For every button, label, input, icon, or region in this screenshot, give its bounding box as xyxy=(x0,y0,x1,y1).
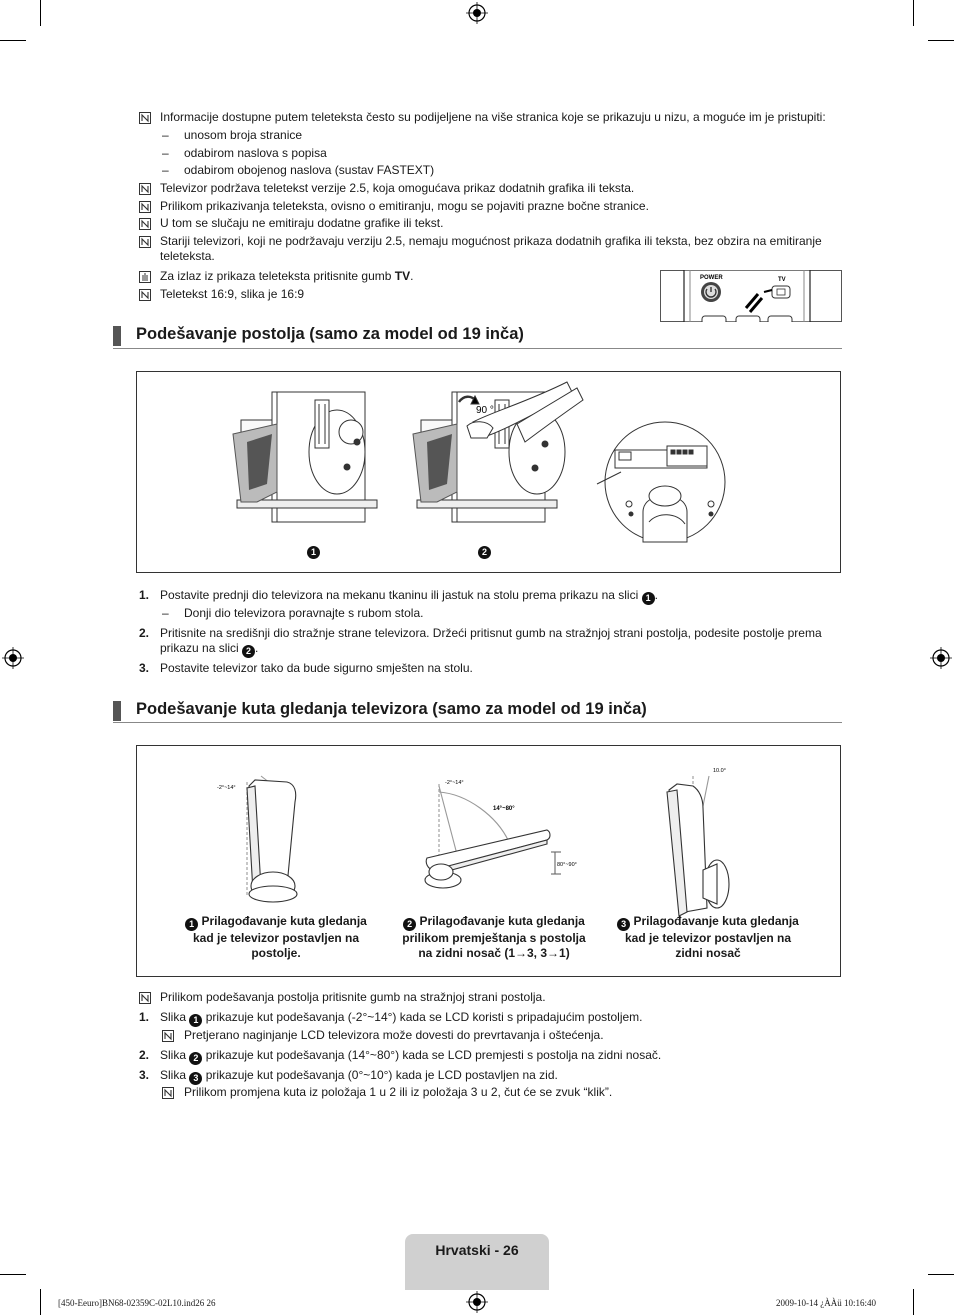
note-text: Televizor podržava teletekst verzije 2.5, koja omogućava prikaz dodatnih grafika ili teksta. xyxy=(160,181,635,195)
caption-text: Prilagođavanje kuta gledanja xyxy=(633,914,799,928)
figure-marker xyxy=(478,542,491,559)
page-number-label: Hrvatski - 26 xyxy=(435,1242,519,1258)
step-text-part: prikazuje kut podešavanja (-2°~14°) kada se LCD koristi s pripadajućim postoljem. xyxy=(205,1010,643,1024)
note-text: Prilikom promjena kuta iz položaja 1 u 2 ili iz položaja 3 u 2, čut će se zvuk “klik”. xyxy=(184,1085,613,1099)
print-slug-left: [450-Eeuro]BN68-02359C-02L10.ind26 26 xyxy=(58,1298,216,1308)
crop-mark xyxy=(40,0,41,26)
step-number: 2. xyxy=(139,1048,150,1062)
step-text-part: Slika xyxy=(160,1010,187,1024)
crop-mark xyxy=(913,0,914,26)
figure-number-circle: 1 xyxy=(189,1014,202,1027)
step-text xyxy=(160,1068,558,1085)
angle-label: 14°~80° xyxy=(493,806,515,812)
note-icon xyxy=(139,236,151,248)
sub-item: Donji dio televizora poravnajte s rubom stola. xyxy=(184,606,424,620)
note-text: teleteksta. xyxy=(160,249,215,263)
registration-mark-icon xyxy=(466,1291,488,1313)
remote-control-illustration xyxy=(660,270,842,322)
step-number: 3. xyxy=(139,1068,150,1082)
tv-button-label: TV xyxy=(394,269,411,283)
note-icon xyxy=(162,1087,174,1099)
remote-power-label: POWER xyxy=(700,275,723,281)
angle-label: -2°~14° xyxy=(217,785,236,791)
step-text xyxy=(160,588,658,605)
angle-label: -2°~14° xyxy=(445,780,464,786)
figure-number-circle: 1 xyxy=(642,592,655,605)
crop-mark xyxy=(928,40,954,41)
sub-item: unosom broja stranice xyxy=(184,128,303,142)
sub-item: odabirom naslova s popisa xyxy=(184,146,327,160)
crop-mark xyxy=(40,1289,41,1315)
note-text: Prilikom podešavanja postolja pritisnite gumb na stražnjoj strani postolja. xyxy=(160,990,546,1004)
step-text xyxy=(160,1048,661,1065)
note-icon xyxy=(139,201,151,213)
figure-number-circle: 3 xyxy=(189,1072,202,1085)
note-text: Informacije dostupne putem teleteksta često su podijeljene na više stranica koje se prikazuju u nizu, a moguće im je pristupiti: xyxy=(160,110,826,124)
section-marker xyxy=(113,701,121,721)
figure-caption xyxy=(609,914,807,961)
figure-number-circle: 2 xyxy=(403,918,416,931)
step-text: Pritisnite na središnji dio stražnje strane televizora. Držeći pritisnut gumb na stražnjoj strani postolja, podesite postolje prema xyxy=(160,626,822,640)
caption-text: Prilagođavanje kuta gledanja xyxy=(419,914,585,928)
figure-number-circle: 1 xyxy=(185,918,198,931)
note-text-part: . xyxy=(410,269,414,283)
figure-number-circle: 1 xyxy=(307,546,320,559)
step-text-part: . xyxy=(654,588,658,602)
figure-number-circle: 3 xyxy=(617,918,630,931)
caption-line: kad je televizor postavljen na xyxy=(624,931,792,945)
caption-line xyxy=(177,914,375,931)
step-text: Postavite televizor tako da bude sigurno smješten na stolu. xyxy=(160,661,473,675)
note-text: Stariji televizori, koji ne podržavaju verziju 2.5, nemaju mogućnost prikaza dodatnih grafika ili teksta, bez obzira na emitiranje xyxy=(160,234,822,248)
angle-label: 80°~90° xyxy=(557,862,577,868)
registration-mark-icon xyxy=(930,647,952,669)
figure-caption xyxy=(177,914,375,961)
caption-line: na zidni nosač (1→3, 3→1) xyxy=(418,946,570,960)
note-icon xyxy=(139,112,151,124)
caption-line xyxy=(389,914,599,931)
note-icon xyxy=(139,218,151,230)
note-icon xyxy=(139,992,151,1004)
step-number: 1. xyxy=(139,1010,150,1024)
angle-label: 90 ° xyxy=(476,405,494,416)
registration-mark-icon xyxy=(466,2,488,24)
note-text xyxy=(160,269,413,284)
registration-mark-icon xyxy=(2,647,24,669)
dash-bullet: – xyxy=(162,128,169,142)
note-icon xyxy=(139,289,151,301)
step-text-part: Slika xyxy=(160,1068,187,1082)
note-icon xyxy=(139,183,151,195)
dash-bullet: – xyxy=(162,163,169,177)
note-text: Teletekst 16:9, slika je 16:9 xyxy=(160,287,305,301)
note-icon xyxy=(162,1030,174,1042)
caption-line: kad je televizor postavljen na xyxy=(192,931,360,945)
step-number: 1. xyxy=(139,588,150,602)
section-divider xyxy=(113,722,842,723)
step-text xyxy=(160,1010,643,1027)
dash-bullet: – xyxy=(162,606,169,620)
section-title: Podešavanje postolja (samo za model od 19 inča) xyxy=(136,325,524,343)
sub-item: odabirom obojenog naslova (sustav FASTEXT) xyxy=(184,163,435,177)
section-divider xyxy=(113,348,842,349)
dash-bullet: – xyxy=(162,146,169,160)
hand-note-icon xyxy=(139,271,151,283)
step-text-part: prikazu na slici xyxy=(160,641,239,655)
angle-label: 10.0° xyxy=(713,768,726,774)
section-marker xyxy=(113,326,121,346)
figure-frame xyxy=(136,745,841,977)
step-text-part: . xyxy=(255,641,259,655)
caption-text: Prilagođavanje kuta gledanja xyxy=(201,914,367,928)
step-number: 3. xyxy=(139,661,150,675)
figure-frame xyxy=(136,371,841,573)
note-text: Pretjerano naginjanje LCD televizora može dovesti do prevrtavanja i oštećenja. xyxy=(184,1028,604,1042)
figure-caption xyxy=(389,914,599,961)
step-text-part: Postavite prednji dio televizora na mekanu tkaninu ili jastuk na stolu prema prikazu na slici xyxy=(160,588,639,602)
caption-line: zidni nosač xyxy=(675,946,741,960)
caption-line: prilikom premještanja s postolja xyxy=(402,931,586,945)
print-slug-right: 2009-10-14 ¿ÀÀü 10:16:40 xyxy=(776,1298,876,1308)
note-text: U tom se slučaju ne emitiraju dodatne grafike ili tekst. xyxy=(160,216,444,230)
step-text-part: Slika xyxy=(160,1048,187,1062)
figure-number-circle: 2 xyxy=(242,645,255,658)
step-text-part: prikazuje kut podešavanja (14°~80°) kada se LCD premjesti s postolja na zidni nosač. xyxy=(205,1048,662,1062)
crop-mark xyxy=(0,40,26,41)
figure-marker xyxy=(307,542,320,559)
note-text-part: Za izlaz iz prikaza teleteksta pritisnite gumb xyxy=(160,269,392,283)
figure-number-circle: 2 xyxy=(478,546,491,559)
crop-mark xyxy=(913,1289,914,1315)
step-text xyxy=(160,641,258,658)
step-text-part: prikazuje kut podešavanja (0°~10°) kada je LCD postavljen na zid. xyxy=(205,1068,558,1082)
caption-line: postolje. xyxy=(251,946,301,960)
caption-line xyxy=(609,914,807,931)
remote-tv-label: TV xyxy=(778,277,786,283)
step-number: 2. xyxy=(139,626,150,640)
section-title: Podešavanje kuta gledanja televizora (samo za model od 19 inča) xyxy=(136,700,647,718)
figure-number-circle: 2 xyxy=(189,1052,202,1065)
note-text: Prilikom prikazivanja teleteksta, ovisno o emitiranju, mogu se pojaviti prazne bočne stranice. xyxy=(160,199,649,213)
crop-mark xyxy=(0,1274,26,1275)
crop-mark xyxy=(928,1274,954,1275)
